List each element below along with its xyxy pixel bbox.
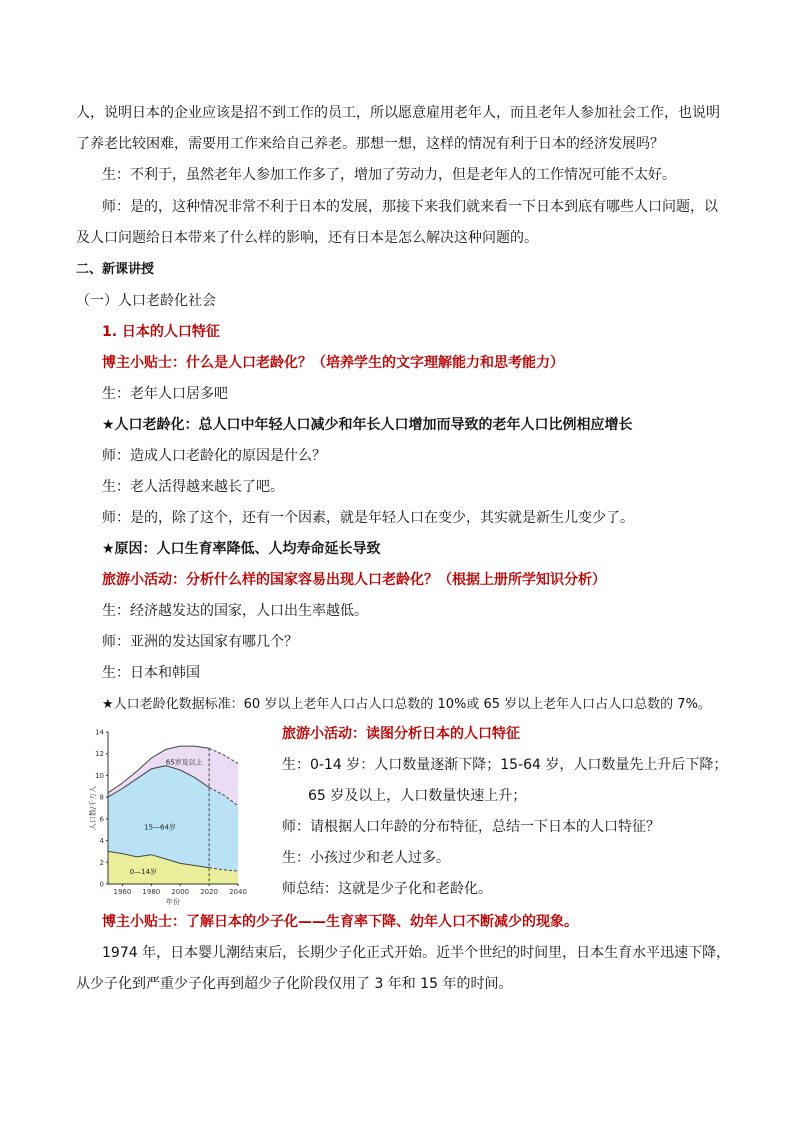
paragraph-line: 1974 年，日本婴儿潮结束后，长期少子化正式开始。近半个世纪的时间里，日本生育水平迅速下降， [102, 945, 731, 961]
y-tick-label: 12 [95, 750, 104, 759]
answer-line: 生：老人活得越来越长了吧。 [102, 479, 284, 495]
paragraph-line: 了养老比较困难，需要用工作来给自己养老。那想一想，这样的情况有利于日本的经济发展吗？ [76, 136, 664, 152]
cause-line: ★原因：人口生育率降低、人均寿命延长导致 [102, 541, 381, 557]
answer-line: 生：经济越发达的国家，人口出生率越低。 [102, 603, 368, 619]
activity-line: 旅游小活动：读图分析日本的人口特征 [282, 726, 520, 742]
x-axis-label: 年份 [166, 898, 180, 906]
teacher-line: 师：是的，除了这个，还有一个因素，就是年轻人口在变少，其实就是新生儿变少了。 [102, 510, 634, 526]
answer-line: 生：老年人口居多吧 [102, 386, 228, 402]
question-line: 师：亚洲的发达国家有哪几个？ [102, 634, 298, 650]
paragraph-line: 师：是的，这种情况非常不利于日本的发展，那接下来我们就来看一下日本到底有哪些人口问题，以 [102, 199, 718, 215]
definition-line: ★人口老龄化：总人口中年轻人口减少和年长人口增加而导致的老年人口比例相应增长 [102, 417, 633, 433]
x-tick-label: 2040 [229, 888, 247, 896]
subsection-heading: （一）人口老龄化社会 [76, 293, 216, 309]
x-tick-label: 2020 [200, 888, 219, 896]
answer-line: 生：日本和韩国 [102, 665, 200, 681]
summary-line: 师总结：这就是少子化和老龄化。 [282, 881, 492, 897]
paragraph-line: 从少子化到严重少子化再到超少子化阶段仅用了 3 年和 15 年的时间。 [76, 976, 513, 992]
answer-line: 生：小孩过少和老人过多。 [282, 850, 450, 866]
paragraph-line: 生：不利于，虽然老年人参加工作多了，增加了劳动力，但是老年人的工作情况可能不太好。 [102, 167, 676, 183]
y-axis-label: 人口数/千万人 [89, 785, 97, 831]
population-chart-svg [88, 722, 247, 906]
subsection-title: 1. 日本的人口特征 [102, 324, 220, 340]
y-tick-label: 10 [95, 771, 104, 780]
y-tick-label: 14 [95, 728, 104, 737]
series-label: 15—64岁 [144, 823, 176, 832]
series-label: 65岁及以上 [165, 758, 203, 767]
standard-line: ★人口老龄化数据标准：60 岁以上老年人口占人口总数的 10%或 65 岁以上老年人口占人口总数的 7%。 [102, 697, 711, 712]
section-heading: 二、新课讲授 [76, 262, 155, 277]
answer-line: 生：0-14 岁：人口数量逐渐下降；15-64 岁，人口数量先上升后下降； [282, 757, 728, 773]
activity-line: 旅游小活动：分析什么样的国家容易出现人口老龄化？（根据上册所学知识分析） [102, 572, 606, 588]
y-tick-label: 2 [99, 858, 104, 867]
answer-line: 65 岁及以上，人口数量快速上升； [308, 788, 527, 804]
question-line: 师：造成人口老龄化的原因是什么？ [102, 448, 326, 464]
y-tick-label: 8 [99, 793, 104, 802]
population-chart [88, 722, 247, 906]
y-tick-label: 0 [99, 880, 104, 889]
series-label: 0—14岁 [129, 868, 158, 877]
x-tick-label: 2000 [171, 888, 190, 896]
x-tick-label: 1960 [113, 888, 132, 896]
tip-line: 博主小贴士：了解日本的少子化——生育率下降、幼年人口不断减少的现象。 [102, 914, 578, 930]
tip-line: 博主小贴士：什么是人口老龄化？（培养学生的文字理解能力和思考能力） [102, 355, 564, 371]
paragraph-line: 及人口问题给日本带来了什么样的影响，还有日本是怎么解决这种问题的。 [76, 230, 538, 246]
y-tick-label: 6 [99, 815, 104, 824]
paragraph-line: 人，说明日本的企业应该是招不到工作的员工，所以愿意雇用老年人，而且老年人参加社会工作，也说明 [76, 105, 720, 121]
y-tick-label: 4 [99, 837, 104, 846]
question-line: 师：请根据人口年龄的分布特征，总结一下日本的人口特征？ [282, 819, 660, 835]
x-tick-label: 1980 [142, 888, 161, 896]
